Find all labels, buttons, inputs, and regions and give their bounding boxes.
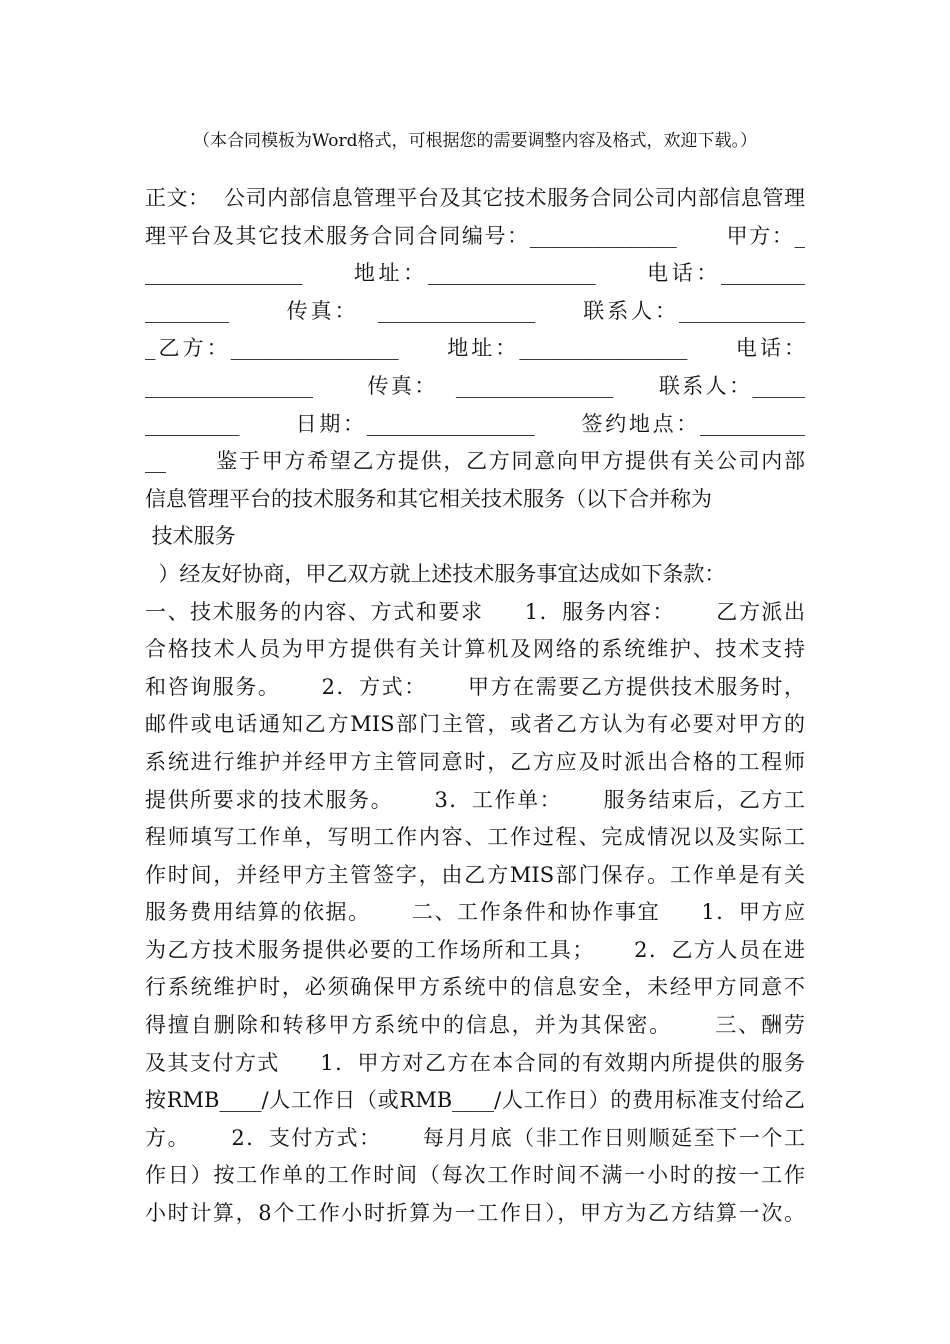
body-line: 按RMB____/人工作日（或RMB____/人工作日）的费用标准支付给乙 — [145, 1088, 805, 1113]
body-line: 信息管理平台的技术服务和其它相关技术服务（以下合并称为 — [145, 486, 712, 511]
body-line: 一、技术服务的内容、方式和要求 1．服务内容： 乙方派出 — [145, 599, 805, 624]
body-line: 作日）按工作单的工作时间（每次工作时间不满一小时的按一工作 — [145, 1163, 805, 1188]
body-line: 提供所要求的技术服务。 3．工作单： 服务结束后，乙方工 — [145, 787, 805, 812]
body-line: 正文： 公司内部信息管理平台及其它技术服务合同公司内部信息管理 — [145, 186, 805, 210]
body-line: ）经友好协商，甲乙双方就上述技术服务事宜达成如下条款： — [145, 561, 726, 586]
template-note: （本合同模板为Word格式，可根据您的需要调整内容及格式，欢迎下载。） — [192, 131, 758, 151]
body-line: 邮件或电话通知乙方MIS部门主管，或者乙方认为有必要对甲方的 — [145, 712, 805, 737]
body-line: 行系统维护时，必须确保甲方系统中的信息安全，未经甲方同意不 — [145, 975, 805, 1000]
body-line: ________________ 传真： _______________ 联系人：_____ — [145, 373, 805, 398]
body-line: 服务费用结算的依据。 二、工作条件和协作事宜 1．甲方应 — [145, 900, 805, 925]
body-line: 和咨询服务。 2．方式： 甲方在需要乙方提供技术服务时， — [145, 674, 805, 699]
body-line: 合格技术人员为甲方提供有关计算机及网络的系统维护、技术支持 — [145, 637, 805, 662]
body-line: 理平台及其它技术服务合同合同编号：______________ 甲方：_ — [145, 223, 805, 248]
body-line: 系统进行维护并经甲方主管同意时，乙方应及时派出合格的工程师 — [145, 749, 805, 774]
body-line: ________ 传真： _______________ 联系人：____________ — [145, 298, 805, 323]
body-line: 为乙方技术服务提供必要的工作场所和工具； 2．乙方人员在进 — [145, 937, 805, 962]
contract-body — [145, 180, 805, 1233]
body-line: 小时计算，8个工作小时折算为一工作日），甲方为乙方结算一次。 — [145, 1201, 805, 1226]
body-line: 技术服务 — [145, 524, 236, 549]
body-line: 得擅自删除和转移甲方系统中的信息，并为其保密。 三、酬劳 — [145, 1013, 805, 1038]
body-line: _乙方：________________ 地址：________________ 电话： — [145, 336, 805, 361]
body-line: 及其支付方式 1．甲方对乙方在本合同的有效期内所提供的服务 — [145, 1050, 805, 1075]
body-line: 作时间，并经甲方主管签字，由乙方MIS部门保存。工作单是有关 — [145, 862, 805, 887]
body-line: _________ 日期：________________ 签约地点：__________ — [145, 411, 805, 436]
body-line: 方。 2．支付方式： 每月月底（非工作日则顺延至下一个工 — [145, 1125, 805, 1150]
body-line: __ 鉴于甲方希望乙方提供，乙方同意向甲方提供有关公司内部 — [145, 449, 805, 474]
body-line: _______________ 地址：________________ 电话：________ — [145, 261, 805, 286]
body-line: 程师填写工作单，写明工作内容、工作过程、完成情况以及实际工 — [145, 825, 805, 850]
